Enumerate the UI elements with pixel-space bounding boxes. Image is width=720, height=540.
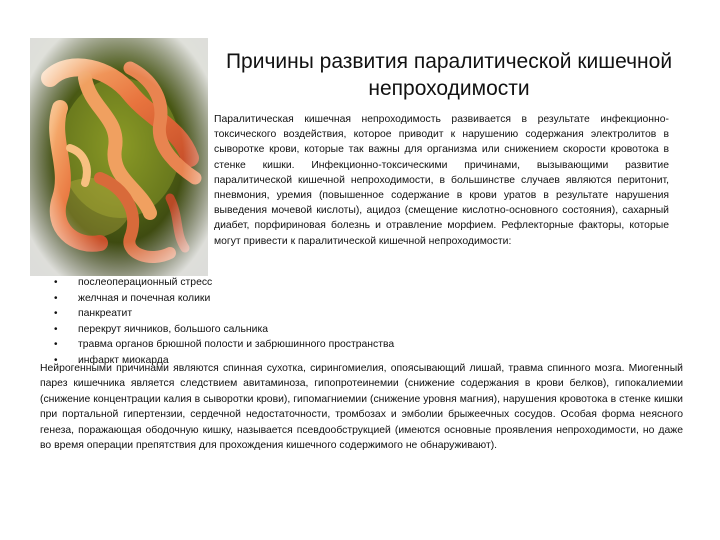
list-item bbox=[40, 291, 680, 307]
bullet-icon: • bbox=[54, 292, 58, 304]
list-item-text: травма органов брюшной полости и забрюшинного пространства bbox=[78, 339, 395, 351]
bullet-icon: • bbox=[54, 323, 58, 335]
list-item bbox=[40, 322, 680, 338]
list-item bbox=[40, 275, 680, 291]
list-item-text: инфаркт миокарда bbox=[78, 354, 169, 366]
bullet-icon: • bbox=[54, 354, 58, 366]
bullet-icon: • bbox=[54, 277, 58, 288]
list-item-text: перекрут яичников, большого сальника bbox=[78, 323, 268, 335]
intestine-illustration bbox=[30, 38, 208, 276]
list-item-text: желчная и почечная колики bbox=[78, 292, 211, 304]
body-paragraph: Нейрогенными причинами являются спинная сухотка, сирингомиелия, опоясывающий лишай, травма спинного мозга. Миогенный парез кишечника является следствием авитаминоза, гипопротеинемии (снижение содержания в крови белков), гипокалиемии (снижение концентрации калия в сыворотки крови), гипомагниемии (снижение уровня магния), нарушения кровотока в стенке кишки при портальной гипертензии, сердечной недостаточности, тромбозах и эмболии брыжеечных сосудов. Особая форма неясного генеза, поражающая ободочную кишку, называется псевдообструкцией (имеются основные проявления непроходимости, но даже во время операции препятствия для прохождения кишечного содержимого не обнаруживают). bbox=[40, 363, 683, 452]
list-item-text: послеоперационный стресс bbox=[78, 277, 213, 288]
bullet-icon: • bbox=[54, 339, 58, 351]
slide-title: Причины развития паралитической кишечной непроходимости bbox=[225, 50, 673, 100]
reflex-factors-list bbox=[40, 275, 680, 369]
intro-paragraph: Паралитическая кишечная непроходимость развивается в результате инфекционно-токсического воздействия, которое приводит к нарушению содержания электролитов в сыворотке крови, которые так важны для организма или снижением скорости кровотока в стенке кишки. Инфекционно-токсическими причинами, вызывающими развитие паралитической кишечной непроходимости, в большинстве случаев являются перитонит, пневмония, уремия (повышенное содержание в крови уратов в результате нарушения выведения мочевой кислоты), ацидоз (смещение кислотно-основного состояния), сахарный диабет, порфириновая болезнь и отравление морфием. Рефлекторные факторы, которые могут привести к паралитической кишечной непроходимости: bbox=[214, 114, 669, 247]
bullet-icon: • bbox=[54, 308, 58, 320]
list-item-text: панкреатит bbox=[78, 308, 133, 320]
list-item bbox=[40, 306, 680, 322]
list-item bbox=[40, 337, 680, 353]
